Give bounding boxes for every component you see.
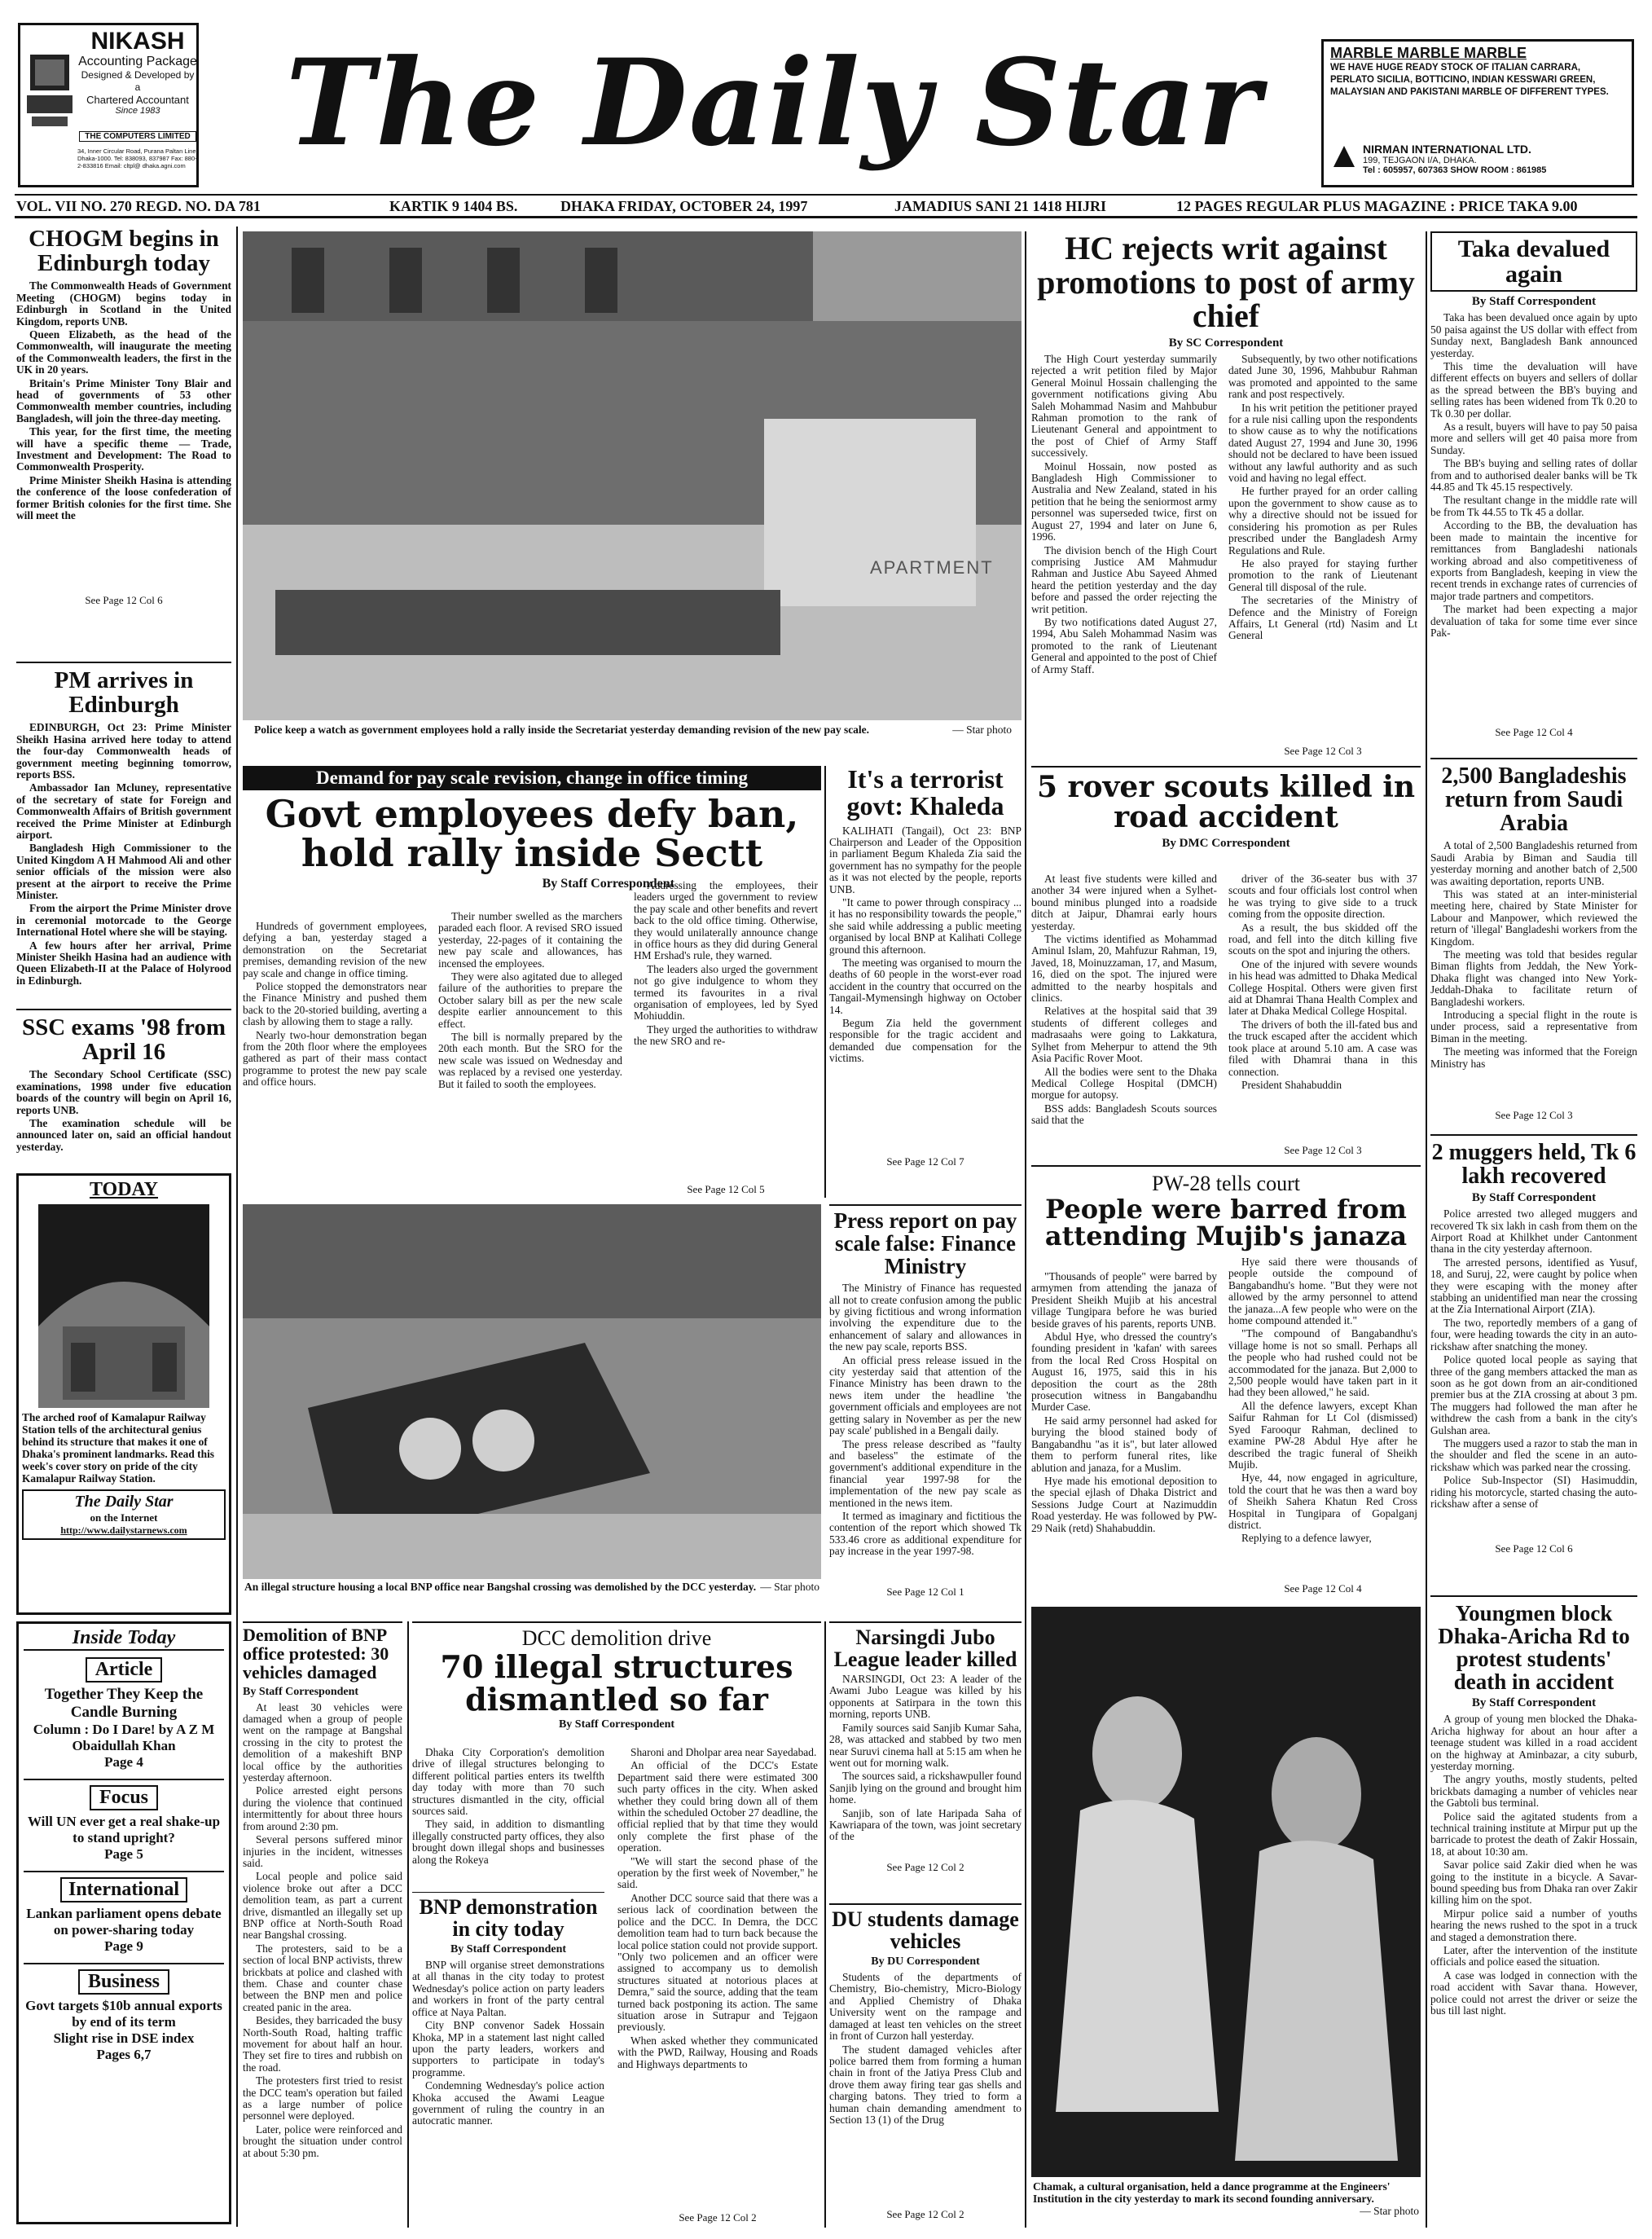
narsingdi-para: Family sources said Sanjib Kumar Saha, 28, was attacked and stabbed by two men near Suruvi cinema hall at 5:15 am when he went out for morning walk. bbox=[829, 1721, 1022, 1769]
ssc-para: The Secondary School Certificate (SSC) examinations, 1998 under five education boards of the country will begin on April 16, reports UNB. bbox=[16, 1069, 231, 1116]
narsingdi-headline: Narsingdi Jubo League leader killed bbox=[833, 1625, 1017, 1672]
today-label: TODAY bbox=[89, 1179, 159, 1200]
finance-story bbox=[829, 1204, 1022, 1620]
pm-para: Ambassador Ian Mcluney, representative of the secretary of state for Foreign and Commonwealth Affairs of British government received the Prime Minister at Edinburgh airport. bbox=[16, 781, 231, 841]
mujib-para: "The compound of Bangabandhu's village home is not so small. Perhaps all the people who had rushed could not be accommodated for the janaza. But 2,000 to 2,500 people would have taken part in it had they been allowed," he said. bbox=[1228, 1327, 1417, 1399]
sectt-headline: Govt employees defy ban, hold rally inside Sectt bbox=[265, 792, 799, 875]
du-byline: By DU Correspondent bbox=[871, 1955, 980, 1968]
dcc-para: Another DCC source said that there was a serious lack of coordination between the police and the DCC. In Demra, the DCC demolition team had to turn back because the local police station could not provide support. "Only two policemen and an officer were assigned to accompany us to demolish structures situated at notorious places at Demra," said the source, adding that the team turned back postponing its action. The same situation arose in Sutrapur and Tejgaon previously. bbox=[617, 1891, 818, 2034]
internet-line: on the Internet bbox=[90, 1511, 158, 1524]
photo3-caption: Chamak, a cultural organisation, held a dance programme at the Engineers' Institution in the city yesterday to mark its second founding anniversary. bbox=[1033, 2180, 1391, 2205]
bnp-demolition-para: Local people and police said violence broke out after a DCC demolition team, as part a current drive, dismantled an illegally set up BNP office at North-South Road near Bangshal crossing. bbox=[243, 1870, 402, 1942]
muggers-para: The two, reportedly members of a gang of four, were heading towards the city in an auto-rickshaw after snatching the money. bbox=[1430, 1316, 1637, 1353]
taka-para: As a result, buyers will have to pay 50 paisa more and sellers will get 40 paisa more from Sunday. bbox=[1430, 420, 1637, 456]
mujib-para: "Thousands of people" were barred by armymen from attending the janaza of President Sheikh Mujib at his ancestral village Tungipara before he was buried beside graves of his parents, reports UNB. bbox=[1031, 1271, 1217, 1330]
youngmen-para: Later, after the intervention of the institute officials and police eased the situation. bbox=[1430, 1944, 1637, 1968]
khaleda-para: The meeting was organised to mourn the deaths of 60 people in the worst-ever road accident in the country that occurred on the Tangail-Mymensingh highway on October 14. bbox=[829, 957, 1022, 1016]
bnp-demo-story bbox=[412, 1892, 604, 2226]
bnp-demolition-para: Later, police were reinforced and brought the situation under control at about 5:30 pm. bbox=[243, 2122, 402, 2159]
hc-col-1 bbox=[1031, 354, 1217, 757]
mujib-para: Abdul Hye, who dressed the country's founding president in 'kafan' with sarees from the local Red Cross Hospital on August 16, 1975, said this in his deposition the court as the 28th prosecution witness in Bangabandhu Murder Case. bbox=[1031, 1331, 1217, 1414]
finance-para: The press release described as "faulty and baseless" the estimate of the government's additional expenditure in the financial year 1997-98 for the implementation of the new pay scale as mentioned in the news item. bbox=[829, 1437, 1022, 1509]
rover-byline: By DMC Correspondent bbox=[1162, 836, 1290, 850]
nirman-tel: Tel : 605957, 607363 SHOW ROOM : 861985 bbox=[1363, 165, 1547, 175]
saudi-headline: 2,500 Bangladeshis return from Saudi Arabia bbox=[1441, 763, 1627, 837]
hc-para: He also prayed for staying further promotion to the rank of Lieutenant General till disposal of the rule. bbox=[1228, 556, 1417, 593]
dateline-bengali: KARTIK 9 1404 BS. bbox=[389, 198, 518, 214]
taka-para: The resultant change in the middle rate will be from Tk 44.55 to Tk 45 a dollar. bbox=[1430, 494, 1637, 518]
taka-see[interactable]: See Page 12 Col 4 bbox=[1495, 726, 1573, 739]
mujib-story bbox=[1031, 1165, 1421, 1597]
hc-headline: HC rejects writ against promotions to post of army chief bbox=[1037, 230, 1415, 335]
sectt-story bbox=[243, 766, 821, 1198]
dcc-para: An official of the DCC's Estate Department said there were estimated 300 such party offices in the city. When asked whether they could bring down all of them within the scheduled October 27 deadline, the official replied that by that time they would only complete the first phase of the operation. bbox=[617, 1759, 818, 1854]
youngmen-body bbox=[1430, 1713, 1637, 2202]
chogm-story bbox=[16, 227, 231, 650]
bnp-demo-headline: BNP demonstration in city today bbox=[419, 1895, 598, 1942]
du-body bbox=[829, 1972, 1022, 2208]
bnp-demolition-para: At least 30 vehicles were damaged when a group of people went on the rampage at Bangshal crossing in the city to protest the demolition of a makeshift BNP local office by the authorities yesterday afternoon. bbox=[243, 1701, 402, 1784]
rover-see[interactable]: See Page 12 Col 3 bbox=[1284, 1144, 1362, 1156]
ssc-para: The examination schedule will be announced later on, said an official handout yesterday. bbox=[16, 1116, 231, 1153]
youngmen-headline: Youngmen block Dhaka-Aricha Rd to protest students' death in accident bbox=[1438, 1601, 1630, 1695]
rover-para: Relatives at the hospital said that 39 students of different colleges and madrasaahs were going to Lakkatura, Sylhet from Meherpur to attend the 9th Asia Pacific Rover Moot. bbox=[1031, 1005, 1217, 1065]
column-rule bbox=[824, 1621, 826, 2228]
youngmen-story bbox=[1430, 1595, 1637, 2228]
rover-para: At least five students were killed and another 34 were injured when a Sylhet-bound minibus plunged into a roadside ditch at Jaipur, Dhamrai early hours yesterday. bbox=[1031, 873, 1217, 932]
inside-section-text: Govt targets $10b annual exports by end of its term bbox=[25, 1998, 222, 2030]
hc-story bbox=[1031, 231, 1421, 759]
dcc-para: Dhaka City Corporation's demolition drive of illegal structures belonging to different political parties enters its twelfth day today with more than 70 such structures dismantled in the city, official sources said. bbox=[412, 1747, 604, 1818]
inside-section[interactable] bbox=[24, 1779, 224, 1863]
inside-title: Inside Today bbox=[24, 1627, 224, 1651]
bnp-demolition-story bbox=[243, 1621, 402, 2228]
khaleda-see[interactable]: See Page 12 Col 7 bbox=[886, 1155, 964, 1168]
sectt-col-3 bbox=[634, 880, 818, 1181]
sectt-para: The bill is normally prepared by the 20th each month. But the SRO for the new scale was issued on Wednesday and was replaced by a revised one yesterday. But it failed to sooth the employees. bbox=[438, 1031, 622, 1090]
rover-para: President Shahabuddin bbox=[1241, 1078, 1342, 1091]
bnp-demolition-para: The protesters first tried to resist the DCC team's operation but failed as a large number of police personnel were deployed. bbox=[243, 2074, 402, 2122]
chogm-see[interactable]: See Page 12 Col 6 bbox=[85, 594, 163, 607]
pm-para: From the airport the Prime Minister drove in ceremonial motorcade to the George International Hotel where she will be staying. bbox=[16, 902, 231, 939]
khaleda-para: Begum Zia held the government responsible for the tragic accident and demanded due compensation for the victims. bbox=[829, 1017, 1022, 1065]
muggers-para: Police Sub-Inspector (SI) Hasimuddin, riding his motorcycle, started chasing the auto-rickshaw after a sense of bbox=[1430, 1474, 1637, 1510]
computer-icon bbox=[27, 50, 72, 131]
taka-para: According to the BB, the devaluation has been made to maintain the incentive for remittances from Bangladeshi nationals working abroad and also competitiveness of exports from Bangladesh, keeping in view the recent trends in exchange rates of currencies of major trade partners and competitors. bbox=[1430, 519, 1637, 602]
saudi-body bbox=[1430, 840, 1637, 1109]
sectt-col-1 bbox=[243, 921, 427, 1190]
inside-section-text: Will UN ever get a real shake-up to stand upright? bbox=[27, 1814, 221, 1845]
nikash-address: 34, Inner Circular Road, Purana Paltan Line Dhaka-1000. Tel: 838093, 837987 Fax: 880-2-833816 Email: cltpl@ dhaka.agni.com bbox=[77, 147, 197, 169]
dateline bbox=[15, 194, 1637, 218]
finance-para: The Ministry of Finance has requested all not to create confusion among the public by giving fictitious and wrong information involving the expenditure due to the enhancement of salary and allowances in the new pay scale, reports BSS. bbox=[829, 1282, 1022, 1353]
dateline-date: DHAKA FRIDAY, OCTOBER 24, 1997 bbox=[560, 198, 808, 214]
taka-story bbox=[1430, 231, 1637, 743]
photo3-credit: — Star photo bbox=[1360, 2205, 1419, 2217]
dcc-headline: 70 illegal structures dismantled so far bbox=[440, 1648, 793, 1718]
muggers-story bbox=[1430, 1134, 1637, 1590]
narsingdi-para: Sanjib, son of late Haripada Saha of Kawriapara of the town, was joint secretary of the bbox=[829, 1806, 1022, 1843]
hc-see[interactable]: See Page 12 Col 3 bbox=[1284, 745, 1362, 757]
chogm-para: Britain's Prime Minister Tony Blair and head of governments of 53 other Commonwealth member countries, including Bangladesh, will join the three-day meeting. bbox=[16, 376, 231, 424]
narsingdi-para: The sources said, a rickshawpuller found Sanjib lying on the ground and brought him home. bbox=[829, 1770, 1022, 1806]
rover-para: driver of the 36-seater bus with 37 scouts and four officials lost control when he was trying to give side to a truck coming from the opposite direction. bbox=[1228, 873, 1417, 921]
mujib-para: Hye said there were thousands of people outside the compound of Bangabandhu's home. "But they were not allowed by the army personnel to attend the janaza...A few people who were on the home compound attended it." bbox=[1228, 1256, 1417, 1327]
sectt-col-2 bbox=[438, 911, 622, 1193]
pm-story bbox=[16, 662, 231, 1000]
bnp-demo-para: BNP will organise street demonstrations at all thanas in the city today to protest Wednesday's police action on party leaders and workers in front of the party central office at Naya Paltan. bbox=[412, 1960, 604, 2018]
inside-section-label: Business bbox=[78, 1969, 169, 1995]
mujib-see[interactable]: See Page 12 Col 4 bbox=[1284, 1582, 1362, 1595]
bnp-demo-para: Condemning Wednesday's police action Khoka accused the Awami League government of ruling the country in an autocratic manner. bbox=[412, 2079, 604, 2127]
du-headline: DU students damage vehicles bbox=[832, 1907, 1019, 1954]
inside-section-label: Article bbox=[86, 1657, 163, 1683]
ssc-headline: SSC exams '98 from April 16 bbox=[22, 1014, 226, 1066]
muggers-para: The arrested persons, identified as Yusuf, 18, and Suruj, 22, were caught by police when they were escaping with the money after stabbing an unidentified man near the crossing at the Zia International Airport (ZIA). bbox=[1430, 1256, 1637, 1316]
dcc-see[interactable]: See Page 12 Col 2 bbox=[679, 2211, 757, 2224]
today-caption: The arched roof of Kamalapur Railway Station tells of the architectural genius behind its structure that makes it one of Dhaka's prominent landmarks. Read this week's cover story on pride of the city Kamalapur Railway Station. bbox=[22, 1411, 214, 1485]
sectt-para: Nearly two-hour demonstration began from the 20th floor where the employees gathered as part of their mass contact programme to protest the new pay scale and office hours. bbox=[243, 1028, 427, 1089]
inside-section-sub: Column : Do I Dare! by A Z M Obaidullah Khan bbox=[33, 1722, 215, 1753]
chogm-para: Prime Minister Sheikh Hasina is attending the conference of the loose confederation of former British colonies for the first time. She will meet the bbox=[16, 473, 231, 522]
nikash-brand: NIKASH bbox=[90, 28, 185, 55]
sectt-para: They urged the authorities to withdraw the new SRO and re- bbox=[634, 1023, 818, 1048]
muggers-para: Police arrested two alleged muggers and recovered Tk six lakh in cash from them on the Airport Road at Khilkhet under Cantonment thana in the city yesterday afternoon. bbox=[1430, 1208, 1637, 1256]
mujib-kicker: PW-28 tells court bbox=[1152, 1172, 1300, 1195]
rover-para: The drivers of both the ill-fated bus and the truck escaped after the accident which took place at around 5.10 am. A case was filed with Dhamrai thana in this connection. bbox=[1228, 1018, 1417, 1078]
demolition-photo-icon bbox=[243, 1204, 821, 1579]
finance-body bbox=[829, 1282, 1022, 1586]
rover-story bbox=[1031, 766, 1421, 1157]
pm-para: Bangladesh High Commissioner to the United Kingdom A H Mahmood Ali and other senior officials of the mission were also present at the airport to receive the Prime Minister. bbox=[16, 842, 231, 901]
hc-byline: By SC Correspondent bbox=[1168, 336, 1284, 350]
dcc-col-2 bbox=[617, 1747, 818, 2210]
taka-para: The BB's buying and selling rates of dollar from and to authorised dealer banks will be Tk 44.85 and Tk 45.15 respectively. bbox=[1430, 457, 1637, 494]
internet-box[interactable] bbox=[22, 1489, 226, 1540]
nirman-company: NIRMAN INTERNATIONAL LTD. bbox=[1363, 143, 1531, 156]
column-rule bbox=[407, 1621, 409, 2228]
youngmen-para: The angry youths, mostly students, pelted brickbats damaging a number of vehicles near the Gabtoli bus terminal. bbox=[1430, 1773, 1637, 1810]
railway-station-icon bbox=[38, 1204, 209, 1408]
hc-para: The secretaries of the Ministry of Defence and the Ministry of Foreign Affairs, Lt General (rtd) Nasim and Lt General bbox=[1228, 594, 1417, 642]
photo1-caption: Police keep a watch as government employees hold a rally inside the Secretariat yesterday demanding revision of the new pay scale. bbox=[254, 724, 870, 736]
dcc-para: "We will start the second phase of the operation by the first week of November," he said. bbox=[617, 1854, 818, 1891]
khaleda-para: KALIHATI (Tangail), Oct 23: BNP Chairperson and Leader of the Opposition in parliament Begum Khaleda Zia said the government has no sympathy for the people as it was not elected by the people, reports UNB. bbox=[829, 825, 1022, 895]
photo-sign: APARTMENT bbox=[870, 557, 994, 578]
column-rule bbox=[824, 766, 826, 1198]
inside-section-label: Focus bbox=[90, 1785, 158, 1810]
bnp-demolition-byline: By Staff Correspondent bbox=[243, 1685, 359, 1698]
finance-headline: Press report on pay scale false: Finance Ministry bbox=[833, 1208, 1017, 1279]
saudi-para: This was stated at an inter-ministerial meeting here, chaired by State Minister for Labour and Manpower, which reviewed the return of 'illegal' Bangladeshi workers from the Kingdom. bbox=[1430, 887, 1637, 948]
nikash-line-2: Designed & Developed by a bbox=[81, 69, 195, 93]
chogm-body bbox=[16, 280, 231, 594]
bnp-demolition-headline: Demolition of BNP office protested: 30 vehicles damaged bbox=[243, 1625, 389, 1683]
pm-body bbox=[16, 722, 231, 991]
narsingdi-para: NARSINGDI, Oct 23: A leader of the Awami Jubo League was killed by his opponents at Satirpara in the town this morning, reports UNB. bbox=[829, 1674, 1022, 1721]
photo1-caption-block bbox=[254, 724, 1012, 736]
chogm-para: The Commonwealth Heads of Government Meeting (CHOGM) begins today in Edinburgh in Scotland in the United Kingdom, reports UNB. bbox=[16, 280, 231, 328]
today-box bbox=[16, 1173, 231, 1615]
khaleda-story bbox=[829, 766, 1022, 1198]
narsingdi-see[interactable]: See Page 12 Col 2 bbox=[886, 1861, 964, 1874]
saudi-para: The meeting was told that besides regular Biman flights from Jeddah, the New York-Dhaka flight was changed into New York-Jeddah-Dhaka to facilitate return of Bangladeshi workers. bbox=[1430, 948, 1637, 1008]
chogm-headline: CHOGM begins in Edinburgh today bbox=[29, 226, 219, 277]
youngmen-para: Police said the agitated students from a technical training institute at Mirpur put up the barricade to protest the death of Zakir Hossain, 18, at about 10:30 am. bbox=[1430, 1810, 1637, 1858]
photo2-caption: An illegal structure housing a local BNP office near Bangshal crossing was demolished by the DCC yesterday. bbox=[244, 1581, 757, 1593]
hc-col-2 bbox=[1228, 354, 1417, 743]
dcc-story bbox=[412, 1621, 821, 2228]
bnp-demolition-body bbox=[243, 1702, 402, 2207]
rover-col-2 bbox=[1228, 873, 1417, 1142]
inside-section-text: Together They Keep the Candle Burning bbox=[44, 1686, 204, 1721]
taka-byline: By Staff Correspondent bbox=[1471, 295, 1597, 309]
saudi-para: The meeting was informed that the Foreign Ministry has bbox=[1430, 1045, 1637, 1070]
mujib-para: Hye made his emotional deposition to the special ejlash of Dhaka District and Sessions Judge Court at Nazimuddin Road yesterday. He was followed by PW-29 Naik (retd) Shahabuddin. bbox=[1031, 1474, 1217, 1534]
muggers-headline: 2 muggers held, Tk 6 lakh recovered bbox=[1431, 1140, 1637, 1190]
bnp-demolition-para: Several persons suffered minor injuries in the incident, witnesses said. bbox=[243, 1833, 402, 1869]
secretariat-rally-photo bbox=[243, 231, 1022, 720]
sectt-see[interactable]: See Page 12 Col 5 bbox=[687, 1183, 765, 1195]
rover-para: One of the injured with severe wounds in his head was admitted to Dhaka Medical College Hospital. Others were given first aid at Dhamrai Thana Health Complex and later at Dhaka Medical College Hospital. bbox=[1228, 957, 1417, 1018]
column-rule bbox=[236, 227, 238, 2227]
inside-section-sub: Slight rise in DSE index bbox=[53, 2030, 195, 2046]
muggers-para: The muggers used a razor to stab the man in the shoulder and fled the scene in an auto-rickshaw which was parked near the crossing. bbox=[1430, 1436, 1637, 1473]
mujib-headline: People were barred from attending Mujib's janaza bbox=[1044, 1194, 1408, 1252]
inside-section[interactable] bbox=[24, 1871, 224, 1955]
dcc-para: When asked whether they communicated with the PWD, Railway, Housing and Roads and Highways departments to bbox=[617, 2034, 818, 2070]
khaleda-para: "It came to power through conspiracy ... it has no responsibility towards the people," she said while addressing a public meeting organised by local BNP at Kalihati College ground this afternoon. bbox=[829, 895, 1022, 956]
pm-para: EDINBURGH, Oct 23: Prime Minister Sheikh Hasina arrived here today to attend the four-day Commonwealth heads of government meeting beginning tomorrow, reports BSS. bbox=[16, 722, 231, 781]
youngmen-para: Mirpur police said a number of youths hearing the news rushed to the spot in a truck and staged a demonstration there. bbox=[1430, 1907, 1637, 1943]
muggers-para: Police quoted local people as saying that three of the gang members attacked the man as soon as he got down from an air-conditioned premier bus at the ZIA crossing at about 3 pm. The muggers had followed the man after he withdrew the cash from a bank in the city's Gulshan area. bbox=[1430, 1353, 1637, 1436]
finance-para: It termed as imaginary and fictitious the contention of the report which showed Tk 533.46 crore as additional expenditure for pay increase in the year 1997-98. bbox=[829, 1509, 1022, 1558]
saudi-para: A total of 2,500 Bangladeshis returned from Saudi Arabia by Biman and Saudia till yesterday morning and another batch of 2,500 was awaiting deportation, reports UNB. bbox=[1430, 840, 1637, 887]
photo2-caption-block bbox=[244, 1581, 819, 1593]
photo1-credit: — Star photo bbox=[952, 724, 1012, 736]
youngmen-para: A group of young men blocked the Dhaka-Aricha highway for about an hour after a teenage student was killed in a road accident on the highway at Aminbazar, a city suburb, yesterday morning. bbox=[1430, 1713, 1637, 1772]
rover-para: All the bodies were sent to the Dhaka Medical College Hospital (DMCH) morgue for autopsy. bbox=[1031, 1065, 1217, 1102]
dcc-para: Sharoni and Dholpar area near Sayedabad. bbox=[630, 1747, 817, 1758]
nikash-since: Since 1983 bbox=[115, 106, 160, 116]
khaleda-body bbox=[829, 825, 1022, 1155]
bnp-office-photo bbox=[243, 1204, 821, 1579]
muggers-see[interactable]: See Page 12 Col 6 bbox=[1495, 1542, 1573, 1555]
column-rule bbox=[1025, 231, 1026, 2228]
today-photo bbox=[38, 1204, 209, 1408]
youngmen-byline: By Staff Correspondent bbox=[1471, 1696, 1597, 1710]
nikash-line-1: Accounting Package bbox=[78, 55, 197, 68]
saudi-see[interactable]: See Page 12 Col 3 bbox=[1495, 1109, 1573, 1122]
youngmen-para: Savar police said Zakir died when he was going to the institute in a bicycle. A Savar-bound speeding bus from Dhaka ran over Zakir killing him on the spot. bbox=[1430, 1859, 1637, 1907]
column-rule bbox=[1426, 231, 1427, 2228]
taka-para: The market had been expecting a major devaluation of taka for some time ever since Pak- bbox=[1430, 603, 1637, 639]
masthead-title: The Daily Star bbox=[285, 33, 1263, 173]
mujib-para: He said army personnel had asked for burying the blood stained body of Bangabandhu "as it is", but later allowed them to perform funeral rites, like ablution and janaza, for a Muslim. bbox=[1031, 1414, 1217, 1474]
internet-url[interactable]: http://www.dailystarnews.com bbox=[60, 1524, 187, 1536]
dcc-para: They said, in addition to dismantling illegally constructed party offices, they also brought down illegal shops and businesses along the Rokeya bbox=[412, 1818, 604, 1866]
nikash-line-3: Chartered Accountant bbox=[86, 94, 189, 106]
du-see[interactable]: See Page 12 Col 2 bbox=[886, 2208, 964, 2221]
hc-para: By two notifications dated August 27, 1994, Abu Saleh Mohammad Nasim was promoted to the rank of Lieutenant General and appointed to the post of Chief of Army Staff. bbox=[1031, 615, 1217, 675]
taka-head-box bbox=[1430, 231, 1637, 292]
pm-para: A few hours after her arrival, Prime Minister Sheikh Hasina had an audience with Queen Elizabeth-II at the Palace of Holyrood in Edinburgh. bbox=[16, 939, 231, 987]
du-para: The student damaged vehicles after police barred them from forming a human chain in front of the Jatiya Press Club and drove them away firing tear gas shells and charging batons. They tried to form a human chain demanding amendment to Section 13 (1) of the Drug bbox=[829, 2043, 1022, 2126]
dateline-vol: VOL. VII NO. 270 REGD. NO. DA 781 bbox=[16, 198, 261, 214]
saudi-story bbox=[1430, 758, 1637, 1128]
bnp-demo-body bbox=[412, 1960, 604, 2220]
mujib-col-1 bbox=[1031, 1271, 1217, 1597]
bnp-demolition-para: The protesters, said to be a section of local BNP activists, threw brickbats at police and clashed with them. Chase and counter chase between the BNP men and police created panic in the area. bbox=[243, 1942, 402, 2013]
du-para: Students of the departments of Chemistry, Bio-chemistry, Micro-Biology and Applied Chemistry of Dhaka University went on the rampage and damaged at least ten vehicles on the street in front of Curzon hall yesterday. bbox=[829, 1972, 1022, 2043]
hc-para: He further prayed for an order calling upon the government to show cause as to why a directive should not be issued for considering his promotion as per Rules prescribed under the Bangladesh Army Regulations and Rule. bbox=[1228, 485, 1417, 556]
inside-section[interactable] bbox=[24, 1963, 224, 2063]
dcc-col-1 bbox=[412, 1747, 604, 1885]
rover-para: BSS adds: Bangladesh Scouts sources said that the bbox=[1031, 1102, 1217, 1127]
bnp-demolition-para: Besides, they barricaded the busy North-South Road, halting traffic movement for about half an hour. They set fire to tires and rubbish on the road. bbox=[243, 2014, 402, 2074]
photo2-credit: — Star photo bbox=[760, 1581, 819, 1593]
sectt-para: Addressing the employees, their leaders urged the government to review the pay scale and other benefits and revert back to the old office timing. Otherwise, they would unilaterally announce change in office hours as they did during General HM Ershad's rule, they warned. bbox=[634, 880, 818, 962]
sectt-para: They were also agitated due to alleged failure of the authorities to prepare the October salary bill as per the new scale despite earlier announcement to this effect. bbox=[438, 970, 622, 1030]
hc-para: Subsequently, by two other notifications dated June 30, 1996, Mahbubur Rahman was promoted and appointed to the same rank and post respectively. bbox=[1228, 354, 1417, 401]
sectt-kicker: Demand for pay scale revision, change in office timing bbox=[243, 766, 821, 790]
sectt-para: Their number swelled as the marchers paraded each floor. A revised SRO issued yesterday, 22-pages of it containing the new pay scale and allowances, has incensed the employees. bbox=[438, 911, 622, 970]
dateline-hijri: JAMADIUS SANI 21 1418 HIJRI bbox=[894, 198, 1107, 214]
hc-para: The division bench of the High Court comprising Justice AM Mahmudur Rahman and Justice Abu Sayeed Ahmed heard the petition yesterday and the day before and passed the order rejecting the writ petition. bbox=[1031, 543, 1217, 615]
finance-para: An official press release issued in the city yesterday said that attention of the Finance Ministry has been drawn to the news item under the headline 'the government officials and employees are not getting salary in November as per the new pay scale' published in a Bengali daily. bbox=[829, 1353, 1022, 1437]
nikash-ad bbox=[18, 23, 199, 187]
nirman-address: 199, TEJGAON I/A, DHAKA. bbox=[1363, 156, 1477, 165]
inside-section-label: International bbox=[60, 1877, 187, 1902]
mujib-col-2 bbox=[1228, 1256, 1417, 1581]
hc-para: The High Court yesterday summarily rejected a writ petition filed by Major General Moinul Hossain challenging the government notifications giving Abu Saleh Mohammad Nasim and Mahbubur Rahman promotion to the rank of Lieutenant General and appointment to the post of Chief of Army Staff successively. bbox=[1031, 354, 1217, 460]
hc-para: In his writ petition the petitioner prayed for a rule nisi calling upon the respondents to show cause as to why the notifications dated August 27, 1994 and June 30, 1996 should not be declared to have been issued without any lawful authority and as such void and having no legal effect. bbox=[1228, 401, 1417, 485]
rover-headline: 5 rover scouts killed in road accident bbox=[1036, 770, 1416, 835]
chogm-para: This year, for the first time, the meeting will have a specific theme — Trade, Investment and Development: The Road to Commonwealth Prosperity. bbox=[16, 425, 231, 473]
bnp-demo-byline: By Staff Correspondent bbox=[450, 1943, 567, 1956]
ssc-story bbox=[16, 1009, 231, 1168]
inside-section-page: Pages 6,7 bbox=[96, 2047, 152, 2062]
nirman-logo-icon bbox=[1332, 144, 1356, 169]
dateline-pages: 12 PAGES REGULAR PLUS MAGAZINE : PRICE TAKA 9.00 bbox=[1176, 198, 1578, 214]
chogm-para: Queen Elizabeth, as the head of the Commonwealth, will inaugurate the meeting of the Commonwealth leaders, the first in the UK in 20 years. bbox=[16, 328, 231, 376]
dcc-kicker: DCC demolition drive bbox=[521, 1626, 712, 1650]
inside-today bbox=[16, 1621, 231, 2224]
du-story bbox=[829, 1903, 1022, 2228]
inside-section-page: Page 4 bbox=[104, 1754, 143, 1770]
internet-title: The Daily Star bbox=[74, 1493, 174, 1511]
mujib-para: Replying to a defence lawyer, bbox=[1241, 1532, 1372, 1545]
taka-body bbox=[1430, 312, 1637, 726]
inside-section[interactable] bbox=[24, 1657, 224, 1771]
saudi-para: Introducing a special flight in the route is under process, said a representative from Biman in the meeting. bbox=[1430, 1009, 1637, 1045]
taka-para: This time the devaluation will have different effects on buyers and sellers of dollar as the spread between the BB's buying and selling rates has been widened from Tk 0.20 to Tk 0.30 per dollar. bbox=[1430, 360, 1637, 420]
sectt-byline: By Staff Correspondent bbox=[542, 876, 674, 891]
dcc-byline: By Staff Correspondent bbox=[558, 1718, 675, 1731]
marble-body: WE HAVE HUGE READY STOCK OF ITALIAN CARRARA, PERLATO SICILIA, BOTTICINO, INDIAN KESSWARI GREEN, MALAYSIAN AND PAKISTANI MARBLE OF DIFFERENT TYPES. bbox=[1330, 63, 1609, 97]
bnp-demo-para: City BNP convenor Sadek Hossain Khoka, MP in a statement last night called upon the party leaders, workers and supporters to participate in today's programme. bbox=[412, 2019, 604, 2078]
rover-para: As a result, the bus skidded off the road, and fell into the ditch killing five scouts on the spot and injuring the others. bbox=[1228, 921, 1417, 957]
inside-section-text: Lankan parliament opens debate on power-sharing today bbox=[26, 1906, 222, 1938]
sectt-para: Police stopped the demonstrators near the Finance Ministry and pushed them back to the 20-storied building, averting a clash by allowing them to stage a rally. bbox=[243, 980, 427, 1028]
taka-para: Taka has been devalued once again by upto 50 paisa against the US dollar with effect from Sunday next, Bangladesh Bank announced yesterday. bbox=[1430, 312, 1637, 359]
narsingdi-story bbox=[829, 1621, 1022, 1898]
youngmen-para: A case was lodged in connection with the road accident with Savar thana. However, police could not arrest the driver or seize the bus till last night. bbox=[1430, 1968, 1637, 2017]
dance-photo bbox=[1031, 1607, 1421, 2177]
marble-ad bbox=[1321, 39, 1634, 187]
narsingdi-body bbox=[829, 1674, 1022, 1861]
muggers-byline: By Staff Correspondent bbox=[1471, 1191, 1597, 1205]
ssc-body bbox=[16, 1069, 231, 1155]
finance-see[interactable]: See Page 12 Col 1 bbox=[886, 1586, 964, 1599]
inside-section-page: Page 5 bbox=[104, 1846, 143, 1862]
inside-section-page: Page 9 bbox=[104, 1938, 143, 1954]
marble-head: MARBLE MARBLE MARBLE bbox=[1330, 45, 1527, 61]
mujib-para: Hye, 44, now engaged in agriculture, told the court that he was then a ward boy of Sheikh Sahera Khatun Red Cross Hospital in Tungipara of Gopalganj district. bbox=[1228, 1471, 1417, 1531]
sectt-para: The leaders also urged the government not go give indulgence to whom they termed its favourites in a rival organisation of employees, led by Syed Mohiuddin. bbox=[634, 962, 818, 1023]
dancers-photo-icon bbox=[1031, 1607, 1421, 2177]
mujib-para: All the defence lawyers, except Khan Saifur Rahman for Lt Col (dismissed) Syed Farooqur Rahman, declined to examine PW-28 Abdul Hye after he described the tragic funeral of Sheikh Mujib. bbox=[1228, 1399, 1417, 1471]
crowd-photo-icon bbox=[243, 231, 1022, 720]
khaleda-headline: It's a terrorist govt: Khaleda bbox=[846, 764, 1004, 821]
muggers-body bbox=[1430, 1208, 1637, 1542]
nikash-company: THE COMPUTERS LIMITED bbox=[79, 131, 196, 142]
rover-col-1 bbox=[1031, 873, 1217, 1155]
sectt-para: Hundreds of government employees, defying a ban, yesterday staged a demonstration on the Secretariat premises, demanding revision of the new pay scale and change in office timing. bbox=[243, 921, 427, 979]
bnp-demolition-para: Police arrested eight persons during the violence that continued intermittently for about three hours from around 2:30 pm. bbox=[243, 1784, 402, 1832]
rover-para: The victims identified as Mohammad Aminul Islam, 20, Mahfuzur Rahman, 19, Javed, 18, Moinuzzaman, 17, and Masum, 16, died on the spot. The injured were admitted to the nearby hospitals and clinics. bbox=[1031, 933, 1217, 1005]
taka-headline: Taka devalued again bbox=[1457, 235, 1610, 288]
pm-headline: PM arrives in Edinburgh bbox=[54, 667, 194, 719]
hc-para: Moinul Hossain, now posted as Bangladesh High Commissioner to Australia and New Zealand, stated in his petition that he being the seniormost army personnel was superseded twice, first on August 27, 1994 and later on June 6, 1996. bbox=[1031, 460, 1217, 543]
photo3-caption-block bbox=[1033, 2180, 1419, 2217]
